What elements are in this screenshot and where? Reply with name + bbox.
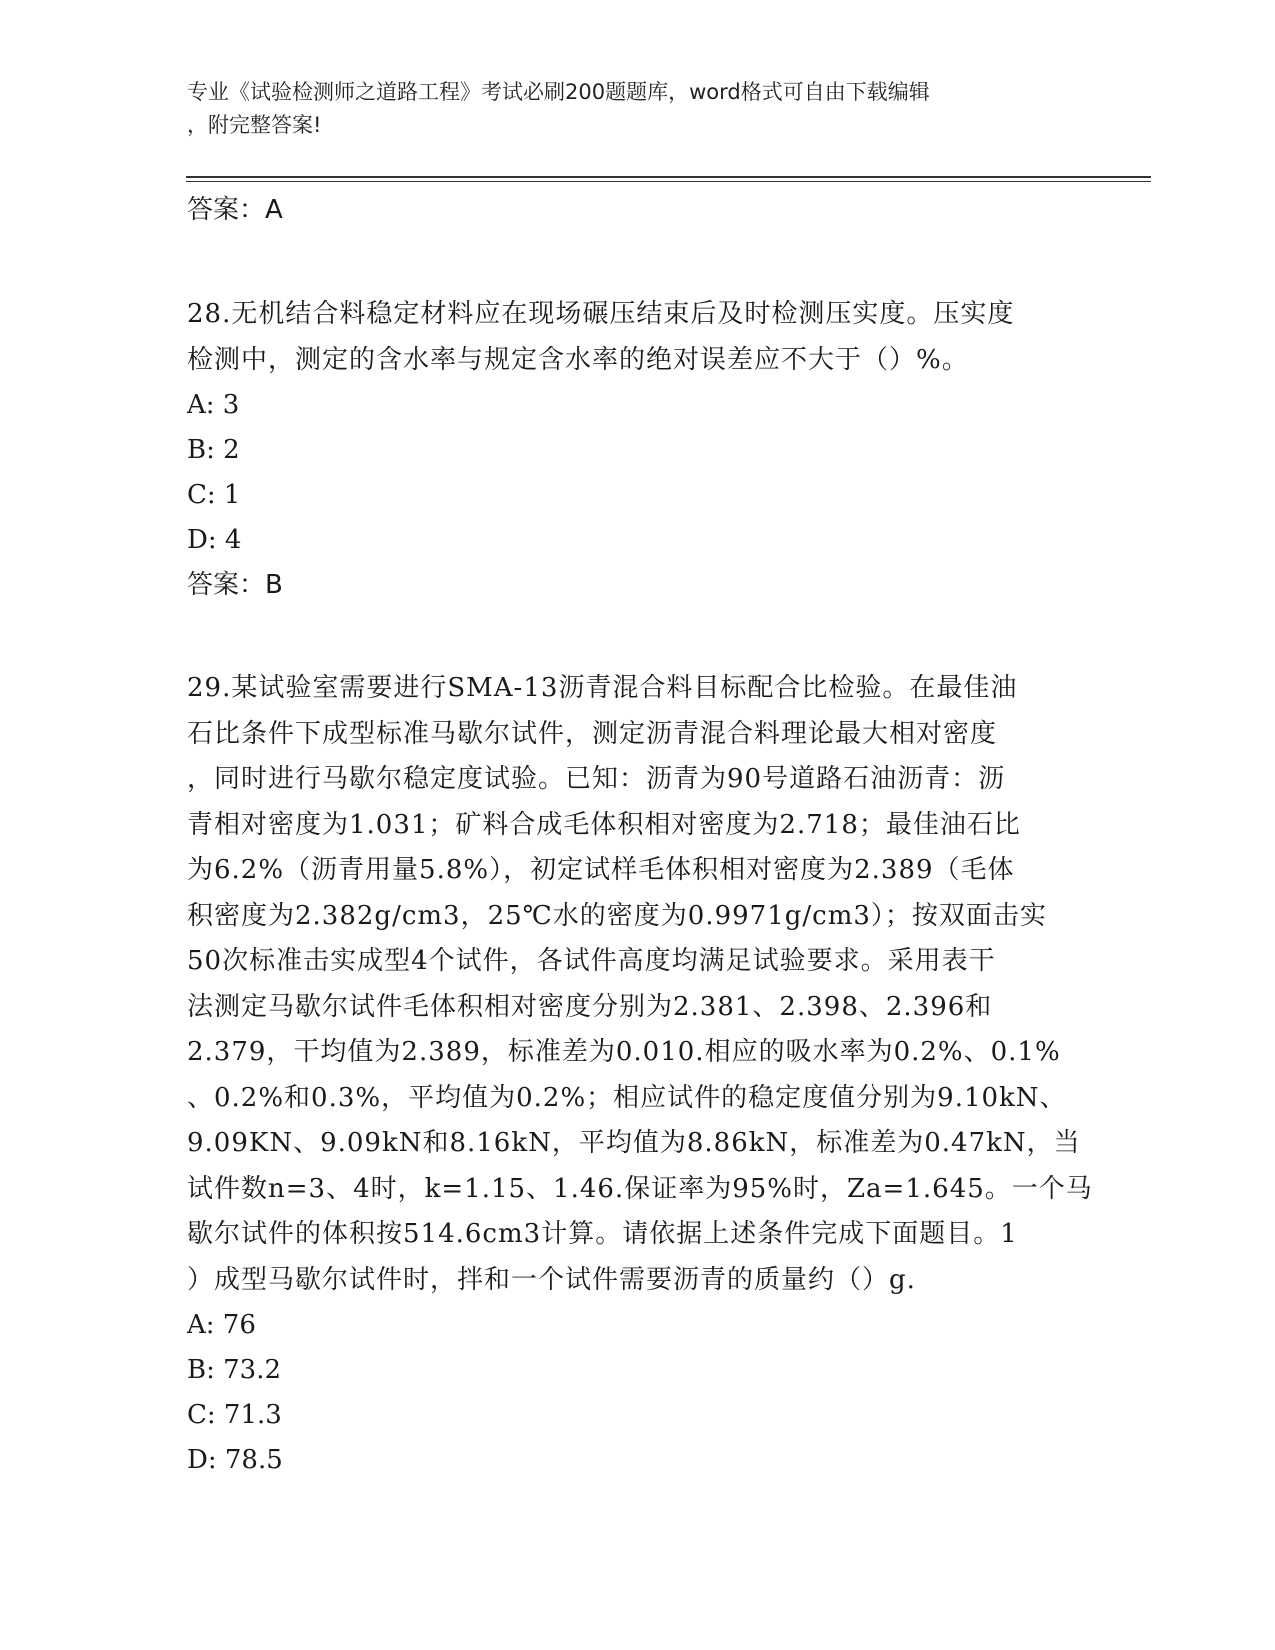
header-divider-thin <box>186 181 1151 182</box>
stem-line: 检测中，测定的含水率与规定含水率的绝对误差应不大于（）%。 <box>187 345 969 375</box>
document-body <box>187 188 1093 1483</box>
question-28-stem <box>187 291 1087 383</box>
question-28 <box>187 291 1087 608</box>
stem-line: 为6.2%（沥青用量5.8%），初定试样毛体积相对密度为2.389（毛体 <box>187 855 1015 885</box>
question-28-option-a: A: 3 <box>187 390 240 420</box>
header-line-1: 专业《试验检测师之道路工程》考试必刷200题题库，word格式可自由下载编辑 <box>187 80 930 104</box>
question-29-option-a: A: 76 <box>187 1310 256 1340</box>
stem-line: 歇尔试件的体积按514.6cm3计算。请依据上述条件完成下面题目。1 <box>187 1219 1018 1249</box>
stem-line: 、0.2%和0.3%，平均值为0.2%；相应试件的稳定度值分别为9.10kN、 <box>187 1082 1067 1113</box>
question-29 <box>187 666 1093 1483</box>
question-29-stem <box>187 666 1093 1303</box>
stem-line: 50次标准击实成型4个试件，各试件高度均满足试验要求。采用表干 <box>187 946 996 976</box>
document-header <box>187 76 1067 142</box>
previous-question-answer: 答案：A <box>187 195 283 225</box>
header-line-2: ，附完整答案! <box>187 113 322 137</box>
stem-line: 28.无机结合料稳定材料应在现场碾压结束后及时检测压实度。压实度 <box>187 299 1015 329</box>
question-29-option-d: D: 78.5 <box>187 1445 283 1475</box>
question-28-option-c: C: 1 <box>187 480 241 510</box>
stem-line: 9.09KN、9.09kN和8.16kN，平均值为8.86kN，标准差为0.47kN，当 <box>187 1128 1081 1158</box>
stem-line: 石比条件下成型标准马歇尔试件，测定沥青混合料理论最大相对密度 <box>187 718 998 749</box>
stem-line: 29.某试验室需要进行SMA-13沥青混合料目标配合比检验。在最佳油 <box>187 673 1018 703</box>
question-28-option-d: D: 4 <box>187 525 242 555</box>
header-divider-thick <box>186 176 1151 178</box>
stem-line: ，同时进行马歇尔稳定度试验。已知：沥青为90号道路石油沥青：沥 <box>187 764 1006 794</box>
stem-line: 积密度为2.382g/cm3，25℃水的密度为0.9971g/cm3）；按双面击实 <box>187 900 1047 931</box>
stem-line: 青相对密度为1.031；矿料合成毛体积相对密度为2.718；最佳油石比 <box>187 809 1021 840</box>
question-29-option-b: B: 73.2 <box>187 1355 282 1385</box>
stem-line: 2.379，干均值为2.389，标准差为0.010.相应的吸水率为0.2%、0.1% <box>187 1037 1061 1067</box>
stem-line: 法测定马歇尔试件毛体积相对密度分别为2.381、2.398、2.396和 <box>187 991 993 1022</box>
question-28-answer: 答案：B <box>187 570 283 600</box>
stem-line: 试件数n=3、4时，k=1.15、1.46.保证率为95%时，Za=1.645。一个马 <box>187 1173 1093 1204</box>
question-29-option-c: C: 71.3 <box>187 1400 282 1430</box>
question-28-option-b: B: 2 <box>187 435 240 465</box>
stem-line: ）成型马歇尔试件时，拌和一个试件需要沥青的质量约（）g. <box>187 1264 916 1295</box>
